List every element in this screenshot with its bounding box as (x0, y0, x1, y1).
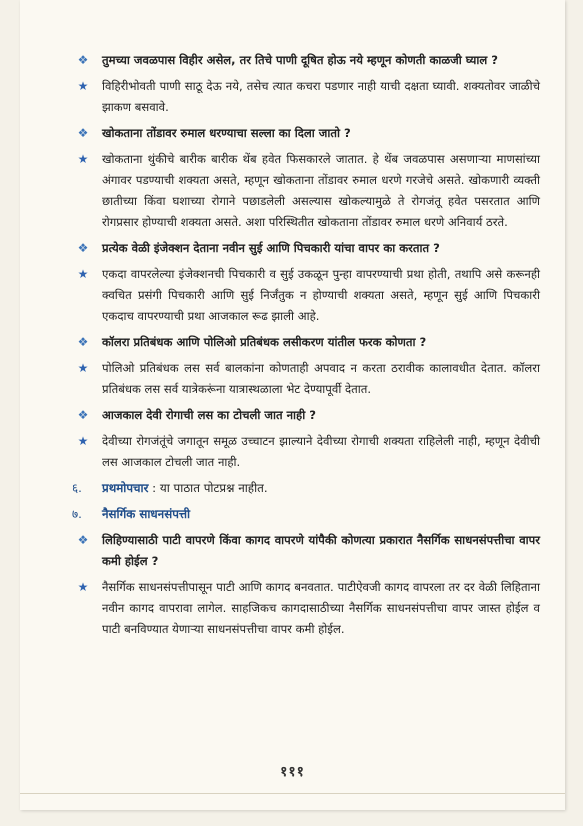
star-bullet-icon: ★ (77, 434, 89, 448)
question-text: प्रत्येक वेळी इंजेक्शन देताना नवीन सुई आणि पिचकारी यांचा वापर का करतात ? (102, 241, 440, 255)
answer-text: एकदा वापरलेल्या इंजेक्शनची पिचकारी व सुई उकळून पुन्हा वापरण्याची प्रथा होती, तथापि असे करूनही क्वचित प्रसंगी पिचकारी आणि सुई निर्जंतुक न होण्याची शक्यता असते, म्हणून सुई आणि पिचकारी एकदाच वापरण्याची प्रथा आजकाल रूढ झाली आहे. (102, 267, 540, 323)
star-bullet-icon: ★ (77, 361, 89, 375)
answer-item (70, 264, 540, 327)
book-page (20, 0, 565, 810)
answer-text: खोकताना थुंकीचे बारीक बारीक थेंब हवेत फिसकारले जातात. हे थेंब जवळपास असणाऱ्या माणसांच्या अंगावर पडण्याची शक्यता असते, म्हणून खोकताना तोंडावर रुमाल धरणे गरजेचे असते. खोकणारी व्यक्ती छातीच्या किंवा घशाच्या रोगाने पछाडलेली असल्यास खोकल्यामुळे ते रोगजंतू हवेत पसरतात आणि रोगप्रसार होण्याची शक्यता असते. अशा परिस्थितीत खोकताना तोंडावर रुमाल धरणे अनिवार्य ठरते. (102, 152, 540, 229)
section-heading-7 (70, 504, 540, 524)
answer-text: नैसर्गिक साधनसंपत्तीपासून पाटी आणि कागद बनवतात. पाटीऐवजी कागद वापरला तर दर वेळी लिहिताना नवीन कागद वापरावा लागेल. साहजिकच कागदासाठीच्या नैसर्गिक साधनसंपत्तीचा वापर जास्त होईल व पाटी बनविण्यात येणाऱ्या साधनसंपत्तीचा वापर कमी होईल. (102, 580, 540, 636)
question-text: लिहिण्यासाठी पाटी वापरणे किंवा कागद वापरणे यांपैकी कोणत्या प्रकारात नैसर्गिक साधनसंपत्तीचा वापर कमी होईल ? (102, 533, 540, 568)
answer-item (70, 358, 540, 400)
star-bullet-icon: ★ (77, 267, 89, 281)
diamond-bullet-icon: ❖ (77, 53, 89, 67)
section-number: ७. (72, 507, 82, 521)
answer-text: विहिरीभोवती पाणी साठू देऊ नये, तसेच त्यात कचरा पडणार नाही याची दक्षता घ्यावी. शक्यतोवर जाळीचे झाकण बसवावे. (102, 79, 540, 114)
section-title: प्रथमोपचार (102, 481, 149, 495)
section-title: नैसर्गिक साधनसंपत्ती (102, 507, 191, 521)
question-item (70, 405, 540, 426)
diamond-bullet-icon: ❖ (77, 335, 89, 349)
answer-item (70, 431, 540, 473)
question-text: आजकाल देवी रोगाची लस का टोचली जात नाही ? (102, 408, 316, 422)
question-item (70, 530, 540, 572)
question-text: कॉलरा प्रतिबंधक आणि पोलिओ प्रतिबंधक लसीकरण यांतील फरक कोणता ? (102, 335, 427, 349)
answer-item (70, 577, 540, 640)
question-item (70, 332, 540, 353)
diamond-bullet-icon: ❖ (77, 241, 89, 255)
diamond-bullet-icon: ❖ (77, 533, 89, 547)
section-heading-6 (70, 478, 540, 498)
star-bullet-icon: ★ (77, 79, 89, 93)
answer-item (70, 149, 540, 233)
section-note: : या पाठात पोटप्रश्न नाहीत. (148, 481, 268, 495)
question-item (70, 50, 540, 71)
star-bullet-icon: ★ (77, 152, 89, 166)
question-text: खोकताना तोंडावर रुमाल धरण्याचा सल्ला का दिला जातो ? (102, 126, 351, 140)
answer-text: देवीच्या रोगजंतूंचे जगातून समूळ उच्चाटन झाल्याने देवीच्या रोगाची शक्यता राहिलेली नाही, म्हणून देवीची लस आजकाल टोचली जात नाही. (102, 434, 540, 469)
question-text: तुमच्या जवळपास विहीर असेल, तर तिचे पाणी दूषित होऊ नये म्हणून कोणती काळजी घ्याल ? (102, 53, 499, 67)
section-number: ६. (72, 481, 82, 495)
page-number: १११ (280, 764, 305, 780)
star-bullet-icon: ★ (77, 580, 89, 594)
diamond-bullet-icon: ❖ (77, 408, 89, 422)
answer-text: पोलिओ प्रतिबंधक लस सर्व बालकांना कोणताही अपवाद न करता ठरावीक कालावधीत देतात. कॉलरा प्रतिबंधक लस सर्व यात्रेकरूंना यात्रास्थळाला भेट देण्यापूर्वी देतात. (102, 361, 540, 396)
answer-item (70, 76, 540, 118)
diamond-bullet-icon: ❖ (77, 126, 89, 140)
page-content (70, 50, 540, 645)
question-item (70, 238, 540, 259)
question-item (70, 123, 540, 144)
